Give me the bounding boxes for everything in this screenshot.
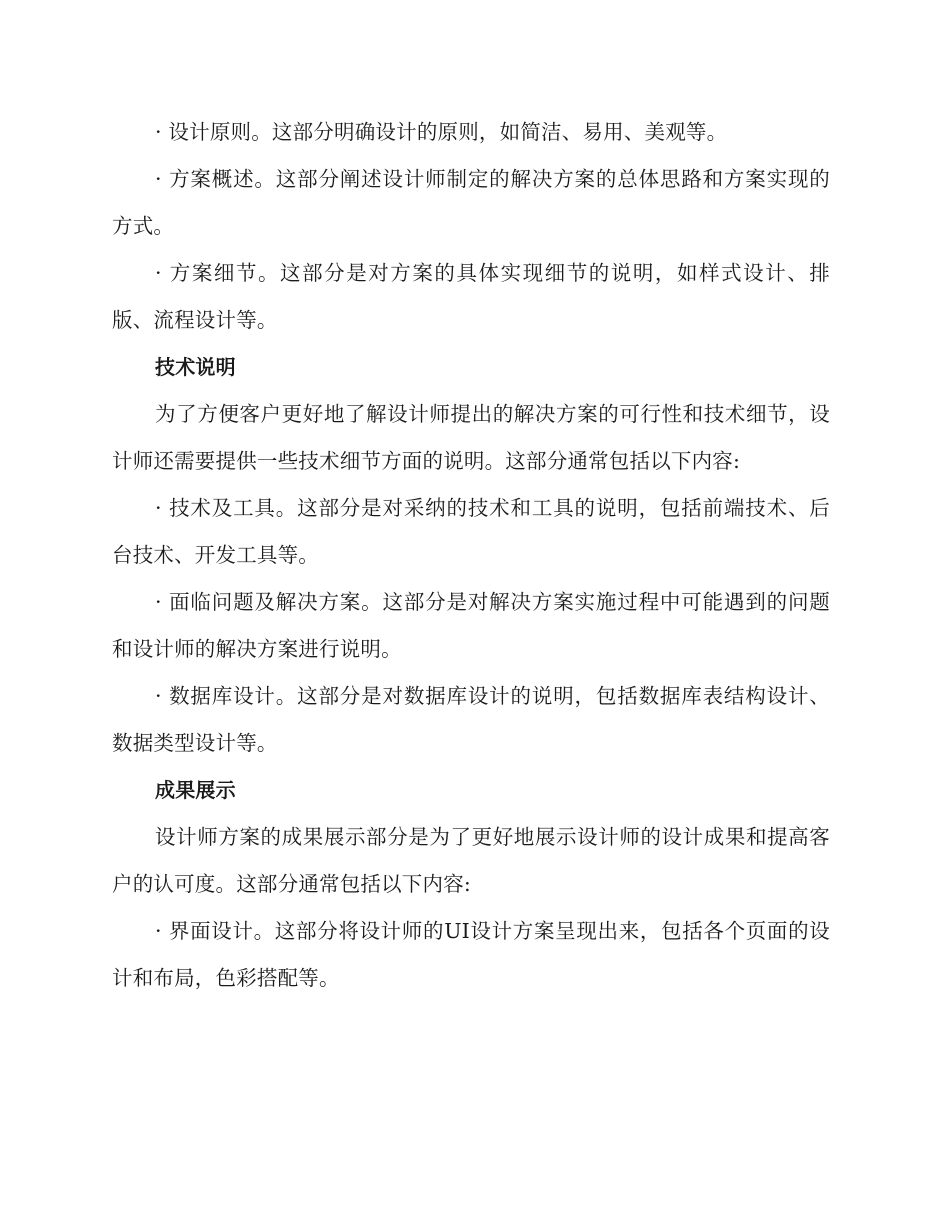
paragraph-solution-overview: · 方案概述。这部分阐述设计师制定的解决方案的总体思路和方案实现的方式。 [112,167,830,238]
document-body [112,109,830,1002]
paragraph-design-principles: · 设计原则。这部分明确设计的原则，如简洁、易用、美观等。 [155,120,728,144]
paragraph-problems-solutions: · 面临问题及解决方案。这部分是对解决方案实施过程中可能遇到的问题和设计师的解决方案进行说明。 [112,590,830,661]
paragraph-technical-intro: 为了方便客户更好地了解设计师提出的解决方案的可行性和技术细节，设计师还需要提供一些技术细节方面的说明。这部分通常包括以下内容: [112,402,830,473]
section-heading-results: 成果展示 [155,778,236,802]
paragraph-ui-design: · 界面设计。这部分将设计师的UI设计方案呈现出来，包括各个页面的设计和布局，色彩搭配等。 [112,919,830,990]
paragraph-database-design: · 数据库设计。这部分是对数据库设计的说明，包括数据库表结构设计、数据类型设计等。 [112,684,830,755]
paragraph-results-intro: 设计师方案的成果展示部分是为了更好地展示设计师的设计成果和提高客户的认可度。这部分通常包括以下内容: [112,825,830,896]
paragraph-tech-tools: · 技术及工具。这部分是对采纳的技术和工具的说明，包括前端技术、后台技术、开发工具等。 [112,496,830,567]
section-heading-technical: 技术说明 [155,355,236,379]
paragraph-solution-details: · 方案细节。这部分是对方案的具体实现细节的说明，如样式设计、排版、流程设计等。 [112,261,830,332]
